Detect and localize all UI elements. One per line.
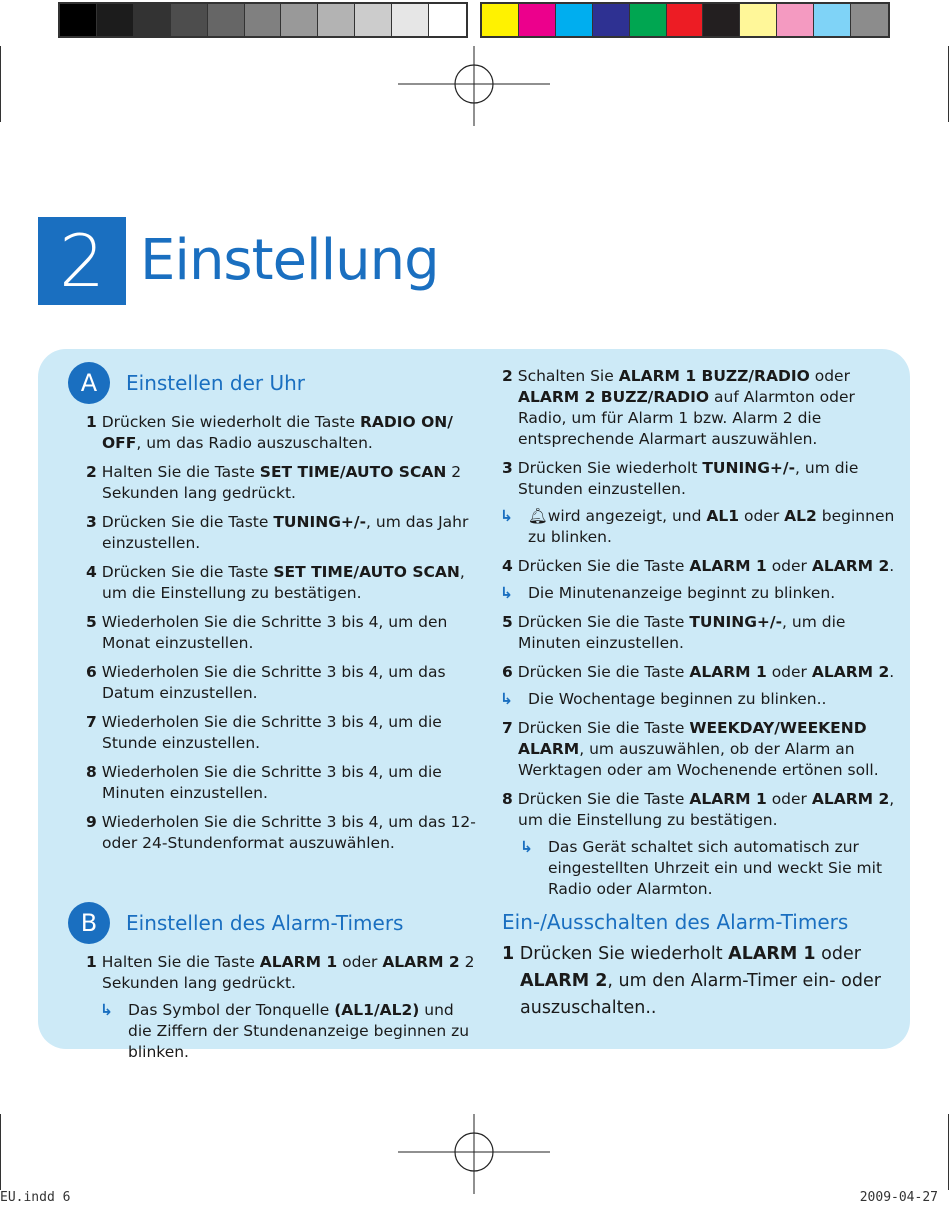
footer-file-name: EU.indd 6 (0, 1190, 71, 1205)
color-swatch (318, 4, 355, 36)
section-a-badge: A (68, 362, 110, 404)
alarm-result-3: ↳ 🔔︎wird angezeigt, und AL1 oder AL2 beginnen zu blinken. (500, 507, 895, 546)
crop-mark (948, 1114, 949, 1190)
crop-mark (0, 46, 1, 122)
alarm-result-8: ↳ Das Gerät schaltet sich automatisch zur eingestellten Uhrzeit ein und weckt Sie mit Radio oder Alarmton. (520, 838, 883, 898)
alarm-step-6: 6 Drücken Sie die Taste ALARM 1 oder ALARM 2. (502, 663, 895, 681)
right-column (502, 366, 902, 1022)
clock-step-1: 1 Drücken Sie wiederholt die Taste RADIO ON/ OFF, um das Radio auszuschalten. (86, 413, 453, 452)
chapter-title: Einstellung (140, 228, 439, 293)
result-arrow-icon: ↳ (500, 690, 513, 708)
clock-step-2: 2 Halten Sie die Taste SET TIME/AUTO SCAN 2 Sekunden lang gedrückt. (86, 463, 462, 502)
section-b-result-1: ↳ Das Symbol der Tonquelle (AL1/AL2) und die Ziffern der Stundenanzeige beginnen zu blinken. (100, 1001, 470, 1061)
alarm-step-7: 7 Drücken Sie die Taste WEEKDAY/WEEKEND ALARM, um auszuwählen, ob der Alarm an Werktagen oder am Wochenende ertönen soll. (502, 719, 879, 779)
section-b-title: Einstellen des Alarm-Timers (126, 910, 404, 935)
color-swatch (245, 4, 282, 36)
grayscale-calibration-bar (58, 2, 468, 38)
result-arrow-icon: ↳ (500, 584, 513, 602)
color-swatch (740, 4, 777, 36)
color-swatch (60, 4, 97, 36)
color-swatch (851, 4, 888, 36)
clock-step-4: 4 Drücken Sie die Taste SET TIME/AUTO SCAN, um die Einstellung zu bestätigen. (86, 563, 465, 602)
clock-step-3: 3 Drücken Sie die Taste TUNING+/-, um das Jahr einzustellen. (86, 513, 469, 552)
left-column (80, 362, 476, 1063)
chapter-number: 2 (38, 217, 126, 305)
footer-date: 2009-04-27 (859, 1190, 938, 1205)
color-swatch (556, 4, 593, 36)
crop-mark (0, 1114, 1, 1190)
color-swatch (630, 4, 667, 36)
color-swatch (97, 4, 134, 36)
color-swatch (777, 4, 814, 36)
color-swatch (519, 4, 556, 36)
color-swatch (703, 4, 740, 36)
section-a-title: Einstellen der Uhr (126, 370, 306, 395)
crop-mark (948, 46, 949, 122)
clock-step-5: 5 Wiederholen Sie die Schritte 3 bis 4, um den Monat einzustellen. (86, 613, 448, 652)
clock-step-9: 9 Wiederholen Sie die Schritte 3 bis 4, um das 12- oder 24-Stundenformat auszuwählen. (86, 813, 476, 852)
color-swatch (281, 4, 318, 36)
alarm-step-8: 8 Drücken Sie die Taste ALARM 1 oder ALARM 2, um die Einstellung zu bestätigen. (502, 790, 895, 829)
bell-icon: 🔔︎ (528, 507, 548, 525)
section-b-step-1: 1 Halten Sie die Taste ALARM 1 oder ALARM 2 2 Sekunden lang gedrückt. (86, 953, 475, 992)
clock-step-6: 6 Wiederholen Sie die Schritte 3 bis 4, um das Datum einzustellen. (86, 663, 446, 702)
color-swatch (134, 4, 171, 36)
color-calibration-bar (480, 2, 890, 38)
result-arrow-icon: ↳ (520, 838, 533, 856)
alarm-toggle-step-1: 1 Drücken Sie wiederholt ALARM 1 oder ALARM 2, um den Alarm-Timer ein- oder auszuschalten.. (502, 944, 881, 1018)
color-swatch (392, 4, 429, 36)
color-swatch (667, 4, 704, 36)
alarm-step-4: 4 Drücken Sie die Taste ALARM 1 oder ALARM 2. (502, 557, 895, 575)
alarm-result-6: ↳ Die Wochentage beginnen zu blinken.. (500, 690, 827, 708)
clock-step-7: 7 Wiederholen Sie die Schritte 3 bis 4, um die Stunde einzustellen. (86, 713, 442, 752)
alarm-step-5: 5 Drücken Sie die Taste TUNING+/-, um die Minuten einzustellen. (502, 613, 846, 652)
color-swatch (814, 4, 851, 36)
alarm-result-4: ↳ Die Minutenanzeige beginnt zu blinken. (500, 584, 836, 602)
clock-step-8: 8 Wiederholen Sie die Schritte 3 bis 4, um die Minuten einzustellen. (86, 763, 442, 802)
registration-mark-top (398, 46, 550, 126)
color-swatch (208, 4, 245, 36)
color-swatch (482, 4, 519, 36)
color-swatch (171, 4, 208, 36)
color-swatch (429, 4, 466, 36)
section-b-header (68, 902, 476, 944)
section-b-badge: B (68, 902, 110, 944)
color-swatch (593, 4, 630, 36)
alarm-step-2: 2 Schalten Sie ALARM 1 BUZZ/RADIO oder ALARM 2 BUZZ/RADIO auf Alarmton oder Radio, um für Alarm 1 bzw. Alarm 2 die entsprechende Alarmart auszuwählen. (502, 367, 855, 448)
section-a-steps (86, 412, 476, 854)
result-arrow-icon: ↳ (500, 507, 513, 525)
alarm-step-3: 3 Drücken Sie wiederholt TUNING+/-, um die Stunden einzustellen. (502, 459, 859, 498)
color-swatch (355, 4, 392, 36)
result-arrow-icon: ↳ (100, 1001, 113, 1019)
registration-mark-bottom (398, 1114, 550, 1194)
alarm-toggle-title: Ein-/Ausschalten des Alarm-Timers (502, 910, 849, 934)
section-a-header (68, 362, 476, 404)
